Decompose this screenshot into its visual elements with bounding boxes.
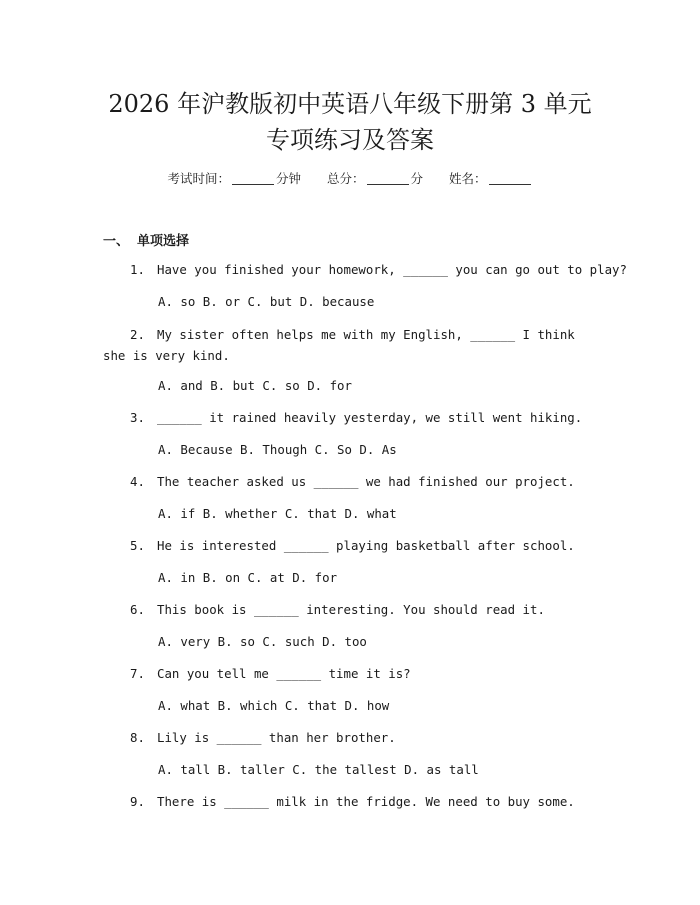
question-1-options: A. so B. or C. but D. because [158,294,375,309]
question-2-options: A. and B. but C. so D. for [158,378,352,393]
name-blank [489,172,531,185]
question-8 [130,728,396,748]
document-title-line2: 专项练习及答案 [266,126,434,154]
time-blank [232,172,274,185]
question-6-options: A. very B. so C. such D. too [158,634,367,649]
question-1 [130,260,627,280]
question-3 [130,408,582,428]
question-8-options: A. tall B. taller C. the tallest D. as tall [158,762,479,777]
question-text: Can you tell me ______ time it is? [157,666,411,681]
time-label: 考试时间： [167,171,230,186]
question-text: He is interested ______ playing basketball after school. [157,538,575,553]
score-blank [367,172,409,185]
question-5 [130,536,575,556]
question-number: 9. [130,794,145,809]
section-title: 单项选择 [137,234,190,249]
question-number: 8. [130,730,145,745]
question-number: 4. [130,474,145,489]
question-3-options: A. Because B. Though C. So D. As [158,442,397,457]
score-unit: 分 [410,171,424,186]
question-text: The teacher asked us ______ we had finished our project. [157,474,575,489]
score-label: 总分： [326,171,365,186]
question-number: 7. [130,666,145,681]
question-text: ______ it rained heavily yesterday, we still went hiking. [157,410,583,425]
question-6 [130,600,545,620]
question-number: 6. [130,602,145,617]
question-text: Lily is ______ than her brother. [157,730,396,745]
question-7 [130,664,411,684]
document-title-line1: 2026 年沪教版初中英语八年级下册第 3 单元 [108,90,592,118]
question-text: Have you finished your homework, ______ you can go out to play? [157,262,627,277]
question-4 [130,472,575,492]
time-unit: 分钟 [275,171,301,186]
question-text: There is ______ milk in the fridge. We need to buy some. [157,794,575,809]
question-7-options: A. what B. which C. that D. how [158,698,390,713]
section-heading [103,230,189,249]
exam-meta-line [0,169,700,187]
question-2 [103,324,593,366]
question-number: 5. [130,538,145,553]
question-5-options: A. in B. on C. at D. for [158,570,338,585]
question-text: My sister often helps me with my English, ______ I think she is very kind. [103,327,575,363]
question-number: 3. [130,410,145,425]
question-9 [130,792,575,812]
question-number: 2. [130,327,145,342]
question-text: This book is ______ interesting. You should read it. [157,602,545,617]
question-4-options: A. if B. whether C. that D. what [158,506,397,521]
question-number: 1. [130,262,145,277]
name-label: 姓名： [449,171,487,186]
section-number: 一、 [103,234,130,249]
